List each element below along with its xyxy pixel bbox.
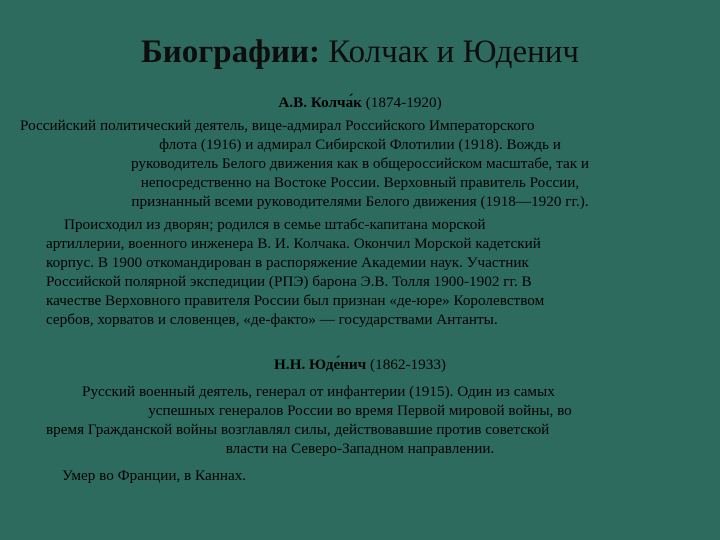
yudenich-heading xyxy=(0,356,720,374)
kolchak-p1-line-2: флота (1916) и адмирал Сибирской Флотилии (1918). Вождь и xyxy=(159,136,561,153)
yudenich-name: Н.Н. Юде́нич xyxy=(274,356,367,373)
yudenich-years: (1862-1933) xyxy=(366,356,446,373)
kolchak-name: А.В. Колча́к xyxy=(278,94,362,111)
kolchak-heading xyxy=(0,94,720,112)
yudenich-p2-line-1: Умер во Франции, в Каннах. xyxy=(62,467,247,484)
kolchak-p2-line-4: Российской полярной экспедиции (РПЭ) барона Э.В. Толля 1900-1902 гг. В xyxy=(46,273,532,290)
kolchak-p1-line-1: Российский политический деятель, вице-адмирал Российского Императорского xyxy=(20,117,535,134)
kolchak-p2-line-5: качестве Верховного правителя России был признан «де-юре» Королевством xyxy=(46,292,545,309)
yudenich-p1-line-3: время Гражданской войны возглавлял силы, действовавшие против советской xyxy=(46,421,550,438)
yudenich-p1-line-4: власти на Северо-Западном направлении. xyxy=(225,440,495,457)
kolchak-p2-line-1: Происходил из дворян; родился в семье штабс-капитана морской xyxy=(64,216,486,233)
kolchak-p1-line-3: руководитель Белого движения как в общероссийском масштабе, так и xyxy=(130,155,590,172)
kolchak-p2-line-6: сербов, хорватов и словенцев, «де-факто» — государствами Антанты. xyxy=(46,311,498,328)
yudenich-p1-line-2: успешных генералов России во время Первой мировой войны, во xyxy=(148,402,572,419)
kolchak-years: (1874-1920) xyxy=(361,94,442,111)
kolchak-p1-line-4: непосредственно на Востоке России. Верховный правитель России, xyxy=(140,174,580,191)
title-bold-part: Биографии: xyxy=(140,34,320,70)
slide-title xyxy=(0,32,720,72)
kolchak-p1-line-5: признанный всеми руководителями Белого движения (1918—1920 гг.). xyxy=(131,193,589,210)
yudenich-p1-line-1: Русский военный деятель, генерал от инфантерии (1915). Один из самых xyxy=(82,383,555,400)
title-rest-part: Колчак и Юденич xyxy=(319,34,580,70)
kolchak-p2-line-2: артиллерии, военного инженера В. И. Колчака. Окончил Морской кадетский xyxy=(46,235,541,252)
kolchak-p2-line-3: корпус. В 1900 откомандирован в распоряжение Академии наук. Участник xyxy=(46,254,529,271)
